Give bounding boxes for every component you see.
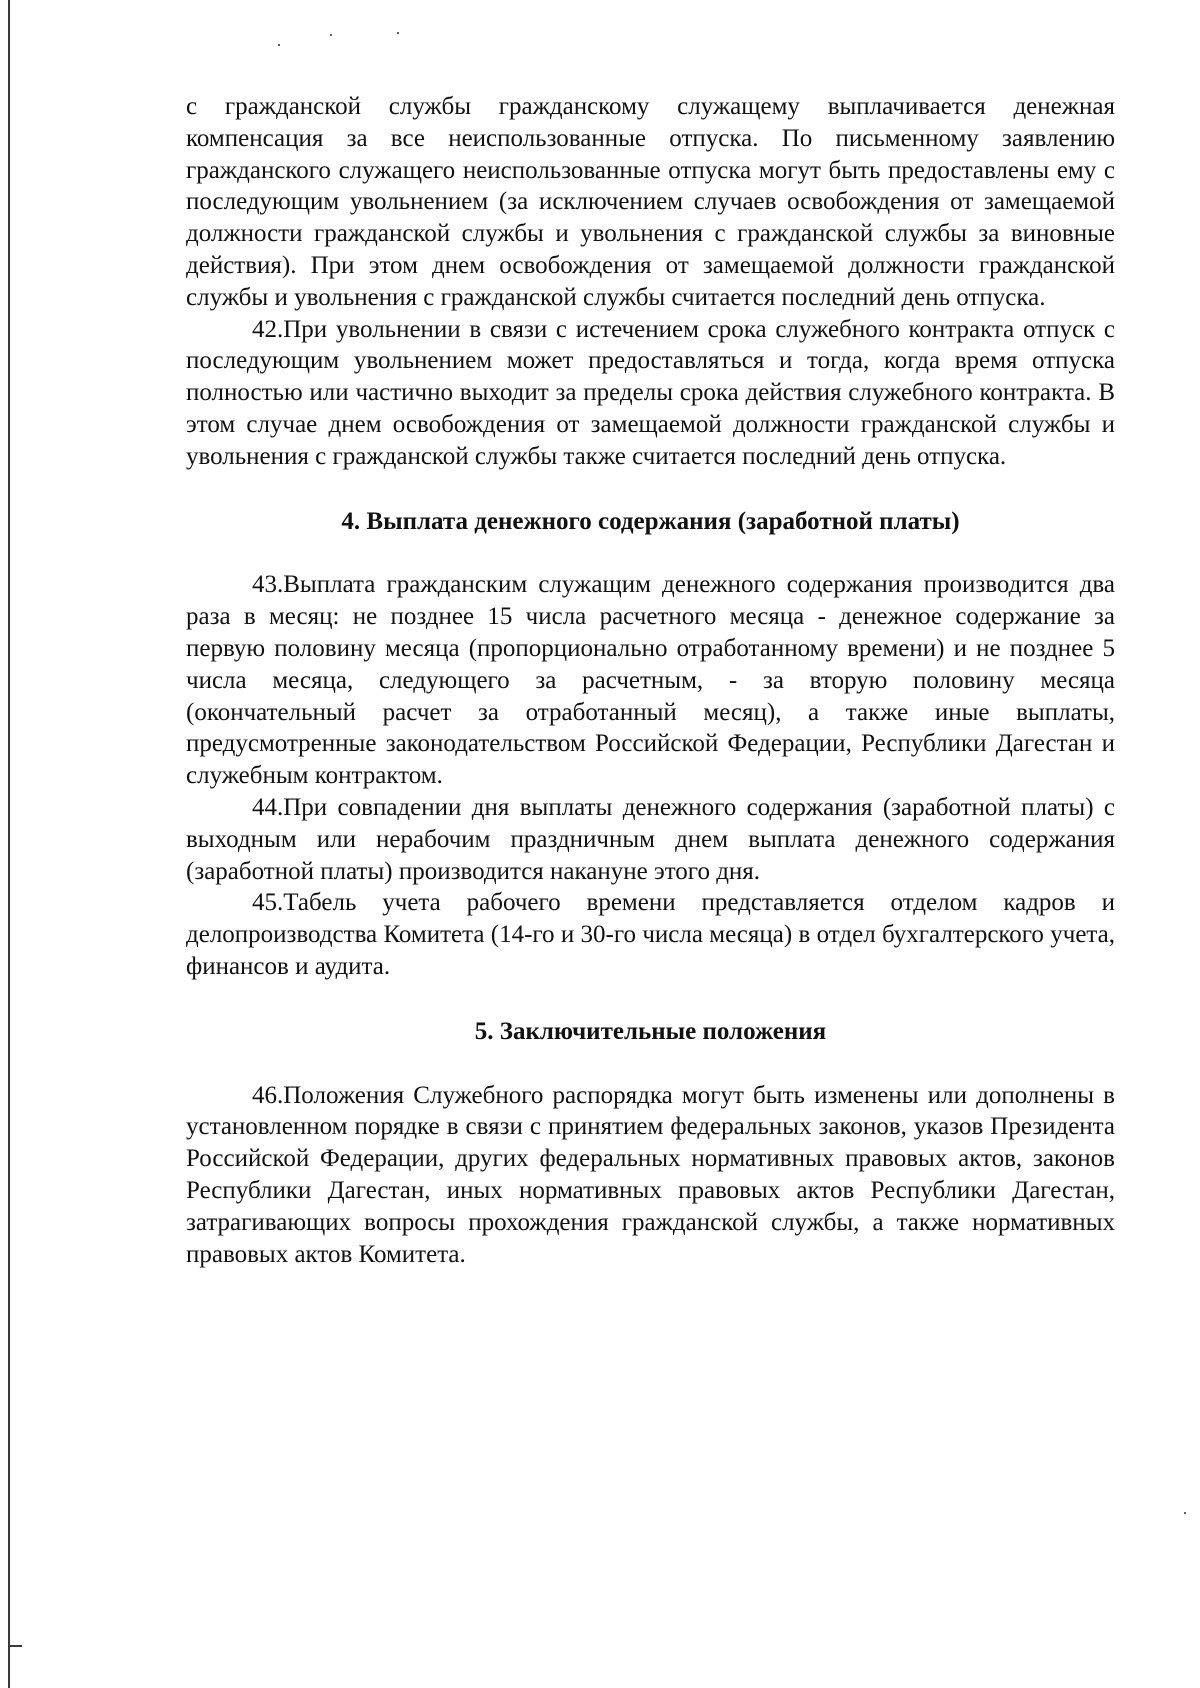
paragraph-44: 44.При совпадении дня выплаты денежного содержания (заработной платы) с выходным или нерабочим праздничным днем выплата денежного содержания (заработной платы) производится накануне этого дня. [186,793,1115,885]
paragraph-46: 46.Положения Служебного распорядка могут быть изменены или дополнены в установленном порядке в связи с принятием федеральных законов, указов Президента Российской Федерации, других федеральных нормативных правовых актов, законов Республики Дагестан, иных нормативных правовых актов Республики Дагестан, затрагивающих вопросы прохождения гражданской службы, а также нормативных правовых актов Комитета. [186,1081,1115,1268]
scan-left-edge [8,0,10,1688]
paragraph-43: 43.Выплата гражданским служащим денежного содержания производится два раза в месяц: не позднее 15 числа расчетного месяца - денежное содержание за первую половину месяца (пропорционально отработанному времени) и не позднее 5 числа месяца, следующего за расчетным, - за вторую половину месяца (окончательный расчет за отработанный месяц), а также иные выплаты, предусмотренные законодательством Российской Федерации, Республики Дагестан и служебным контрактом. [186,571,1115,790]
document-body [186,91,1115,1270]
section-4-heading: 4. Выплата денежного содержания (заработной платы) [341,507,960,535]
scan-speck [1184,1512,1186,1514]
scan-speck [330,34,332,36]
scan-speck [397,32,399,34]
paragraph-45: 45.Табель учета рабочего времени представляется отделом кадров и делопроизводства Комитета (14-го и 30-го числа месяца) в отдел бухгалтерского учета, финансов и аудита. [186,889,1115,980]
scan-bottom-mark [8,1645,22,1647]
section-5-heading: 5. Заключительные положения [474,1017,827,1045]
scan-speck [278,44,280,46]
paragraph-41-continuation: с гражданской службы гражданскому служащему выплачивается денежная компенсация за все неиспользованные отпуска. По письменному заявлению гражданского служащего неиспользованные отпуска могут быть предоставлены ему с последующим увольнением (за исключением случаев освобождения от замещаемой должности гражданской службы и увольнения с гражданской службы за виновные действия). При этом днем освобождения от замещаемой должности гражданской службы и увольнения с гражданской службы считается последний день отпуска. [186,93,1115,311]
paragraph-42: 42.При увольнении в связи с истечением срока служебного контракта отпуск с последующим увольнением может предоставляться и тогда, когда время отпуска полностью или частично выходит за пределы срока действия служебного контракта. В этом случае днем освобождения от замещаемой должности гражданской службы и увольнения с гражданской службы также считается последний день отпуска. [186,315,1115,470]
